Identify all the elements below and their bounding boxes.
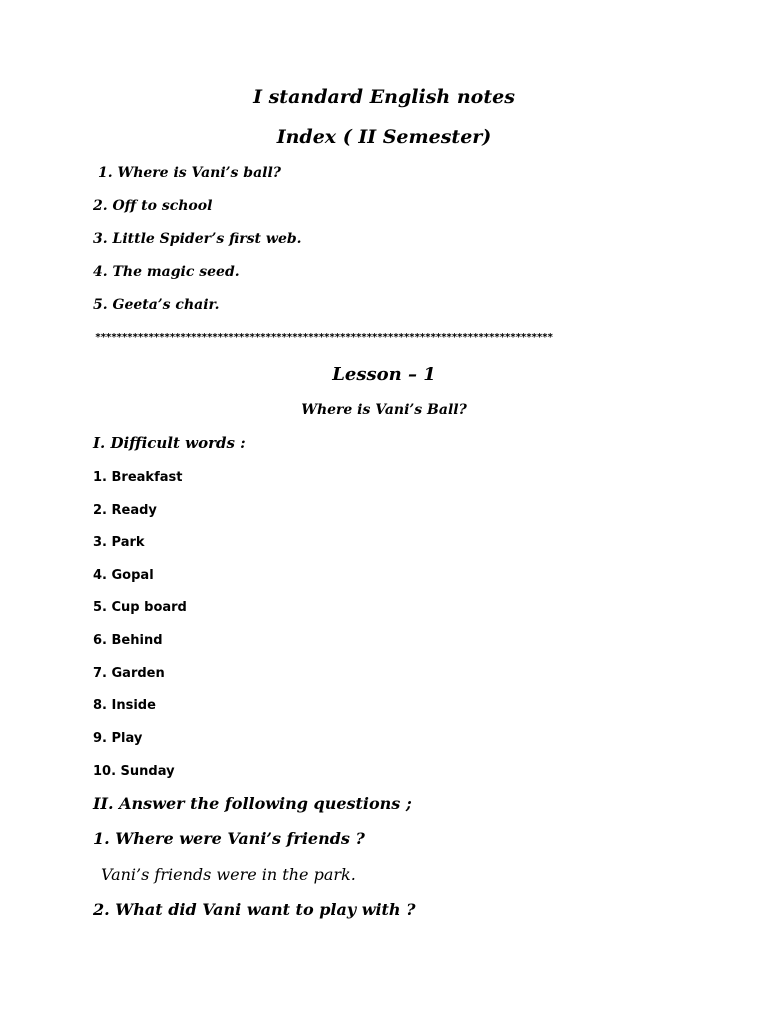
word-item: 4. Gopal — [93, 568, 154, 583]
lesson-subtitle: Where is Vani’s Ball? — [301, 402, 467, 418]
index-heading: Index ( II Semester) — [276, 126, 492, 148]
word-item: 7. Garden — [93, 666, 165, 681]
answer-1: Vani’s friends were in the park. — [101, 865, 356, 884]
document-title: I standard English notes — [253, 86, 515, 108]
index-item: 2. Off to school — [93, 198, 213, 214]
word-item: 6. Behind — [93, 633, 163, 648]
word-item: 5. Cup board — [93, 600, 187, 615]
index-item: 1. Where is Vani’s ball? — [98, 165, 282, 181]
word-item: 8. Inside — [93, 698, 156, 713]
index-item: 3. Little Spider’s first web. — [93, 231, 302, 247]
word-item: 9. Play — [93, 731, 143, 746]
section-heading-difficult-words: I. Difficult words : — [93, 434, 246, 452]
index-item: 5. Geeta’s chair. — [93, 297, 220, 313]
question-1: 1. Where were Vani’s friends ? — [93, 829, 365, 848]
section-heading-questions: II. Answer the following questions ; — [93, 794, 412, 813]
index-item: 4. The magic seed. — [93, 264, 240, 280]
word-item: 10. Sunday — [93, 764, 175, 779]
word-item: 1. Breakfast — [93, 470, 183, 485]
question-2: 2. What did Vani want to play with ? — [93, 900, 416, 919]
lesson-heading: Lesson – 1 — [332, 364, 436, 385]
word-item: 3. Park — [93, 535, 145, 550]
asterisk-divider: ************************************************************************************** — [95, 332, 553, 343]
word-item: 2. Ready — [93, 503, 157, 518]
